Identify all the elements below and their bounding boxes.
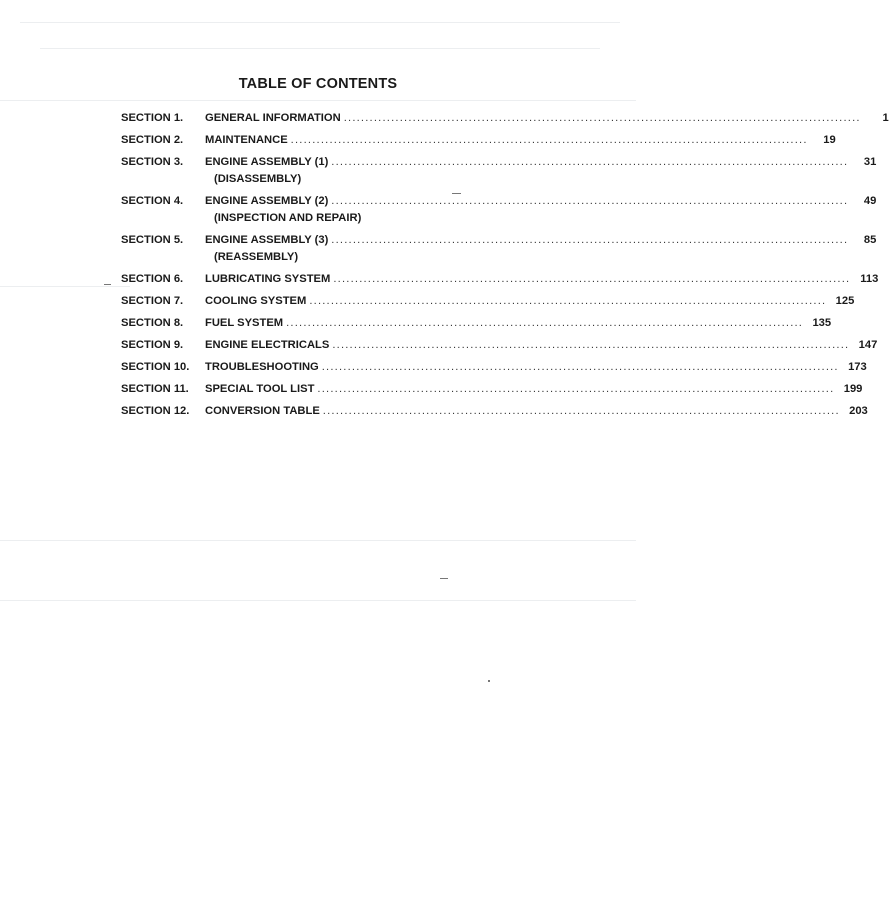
page-number: 173 bbox=[848, 361, 867, 373]
topic-with-leader bbox=[205, 232, 848, 248]
section-title: TROUBLESHOOTING bbox=[205, 361, 319, 373]
topic-with-leader bbox=[205, 132, 808, 148]
toc-entry bbox=[121, 271, 879, 287]
table-of-contents bbox=[121, 110, 889, 425]
topic-with-leader bbox=[205, 154, 848, 170]
section-number: SECTION 7. bbox=[121, 295, 184, 307]
section-number: SECTION 3. bbox=[121, 156, 184, 168]
toc-entry-row bbox=[121, 110, 889, 126]
toc-entry-row bbox=[121, 232, 877, 248]
topic-with-leader bbox=[205, 271, 850, 287]
toc-entry bbox=[121, 154, 877, 187]
section-title: ENGINE ASSEMBLY (3) bbox=[205, 234, 329, 246]
section-number: SECTION 1. bbox=[121, 112, 184, 124]
page-number: 135 bbox=[812, 317, 832, 329]
toc-entry-row bbox=[121, 293, 855, 309]
section-title: FUEL SYSTEM bbox=[205, 317, 284, 329]
dot-leader: ........................................................................................................................ bbox=[331, 234, 849, 246]
topic-with-leader bbox=[205, 337, 849, 353]
section-subtitle: (DISASSEMBLY) bbox=[214, 173, 302, 185]
topic-with-leader bbox=[205, 293, 826, 309]
page-number: 85 bbox=[863, 234, 877, 246]
section-number: SECTION 11. bbox=[121, 383, 189, 395]
toc-entry bbox=[121, 232, 877, 265]
topic-with-leader bbox=[205, 359, 839, 375]
section-subtitle: (REASSEMBLY) bbox=[214, 251, 299, 263]
section-title: SPECIAL TOOL LIST bbox=[205, 383, 315, 395]
scan-artifact bbox=[20, 22, 620, 23]
topic-with-leader bbox=[205, 381, 834, 397]
section-number: SECTION 2. bbox=[121, 134, 184, 146]
scan-artifact bbox=[40, 48, 600, 49]
section-title: ENGINE ASSEMBLY (1) bbox=[205, 156, 329, 168]
toc-entry bbox=[121, 381, 863, 397]
toc-entry-row bbox=[121, 271, 879, 287]
page-number: 19 bbox=[823, 134, 836, 146]
section-title: CONVERSION TABLE bbox=[205, 405, 320, 417]
section-title: COOLING SYSTEM bbox=[205, 295, 307, 307]
scan-speck bbox=[104, 284, 111, 285]
page-number: 125 bbox=[835, 295, 855, 307]
section-title: ENGINE ASSEMBLY (2) bbox=[205, 195, 329, 207]
scan-artifact bbox=[0, 540, 636, 541]
toc-entry-row bbox=[121, 337, 878, 353]
scan-speck bbox=[488, 680, 490, 682]
dot-leader: ........................................................................................................................ bbox=[322, 405, 840, 417]
section-number: SECTION 9. bbox=[121, 339, 184, 351]
dot-leader: ........................................................................................................................ bbox=[317, 383, 835, 395]
dot-leader: ........................................................................................................................ bbox=[331, 156, 849, 168]
toc-entry bbox=[121, 315, 832, 331]
section-number: SECTION 4. bbox=[121, 195, 184, 207]
toc-entry-row bbox=[121, 381, 863, 397]
topic-with-leader bbox=[205, 193, 848, 209]
toc-entry-row bbox=[121, 132, 836, 148]
toc-entry-row bbox=[121, 359, 867, 375]
dot-leader: ........................................................................................................................ bbox=[333, 273, 851, 285]
scan-artifact bbox=[0, 600, 636, 601]
toc-entry-row bbox=[121, 154, 877, 170]
toc-entry bbox=[121, 132, 836, 148]
toc-entry bbox=[121, 193, 877, 226]
page-title: TABLE OF CONTENTS bbox=[238, 76, 398, 92]
dot-leader: ........................................................................................................................ bbox=[321, 361, 839, 373]
toc-entry bbox=[121, 337, 878, 353]
page-number: 199 bbox=[843, 383, 863, 395]
page-number: 147 bbox=[858, 339, 878, 351]
scan-artifact bbox=[0, 100, 636, 101]
toc-entry bbox=[121, 110, 889, 126]
toc-entry bbox=[121, 293, 855, 309]
topic-with-leader bbox=[205, 110, 861, 126]
page-number: 49 bbox=[863, 195, 877, 207]
scan-artifact bbox=[0, 286, 130, 287]
section-number: SECTION 10. bbox=[121, 361, 190, 373]
page-number: 31 bbox=[863, 156, 877, 168]
toc-entry-row bbox=[121, 403, 868, 419]
section-number: SECTION 12. bbox=[121, 405, 190, 417]
toc-entry bbox=[121, 403, 868, 419]
dot-leader: ........................................................................................................................ bbox=[332, 339, 850, 351]
toc-entry-row bbox=[121, 193, 877, 209]
section-number: SECTION 5. bbox=[121, 234, 184, 246]
page-number: 113 bbox=[860, 273, 879, 285]
section-number: SECTION 6. bbox=[121, 273, 184, 285]
section-subtitle: (INSPECTION AND REPAIR) bbox=[214, 212, 362, 224]
section-title: LUBRICATING SYSTEM bbox=[205, 273, 331, 285]
dot-leader: ........................................................................................................................ bbox=[309, 295, 827, 307]
section-number: SECTION 8. bbox=[121, 317, 184, 329]
section-title: GENERAL INFORMATION bbox=[205, 112, 341, 124]
topic-with-leader bbox=[205, 315, 803, 331]
section-title: MAINTENANCE bbox=[205, 134, 288, 146]
dot-leader: ........................................................................................................................ bbox=[286, 317, 804, 329]
dot-leader: ........................................................................................................................ bbox=[331, 195, 849, 207]
dot-leader: ........................................................................................................................ bbox=[290, 134, 808, 146]
topic-with-leader bbox=[205, 403, 840, 419]
toc-entry-row bbox=[121, 315, 832, 331]
section-title: ENGINE ELECTRICALS bbox=[205, 339, 330, 351]
dot-leader: ........................................................................................................................ bbox=[343, 112, 861, 124]
page-number: 1 bbox=[882, 112, 889, 124]
scan-speck bbox=[440, 578, 448, 579]
page-number: 203 bbox=[849, 405, 868, 417]
toc-entry bbox=[121, 359, 867, 375]
